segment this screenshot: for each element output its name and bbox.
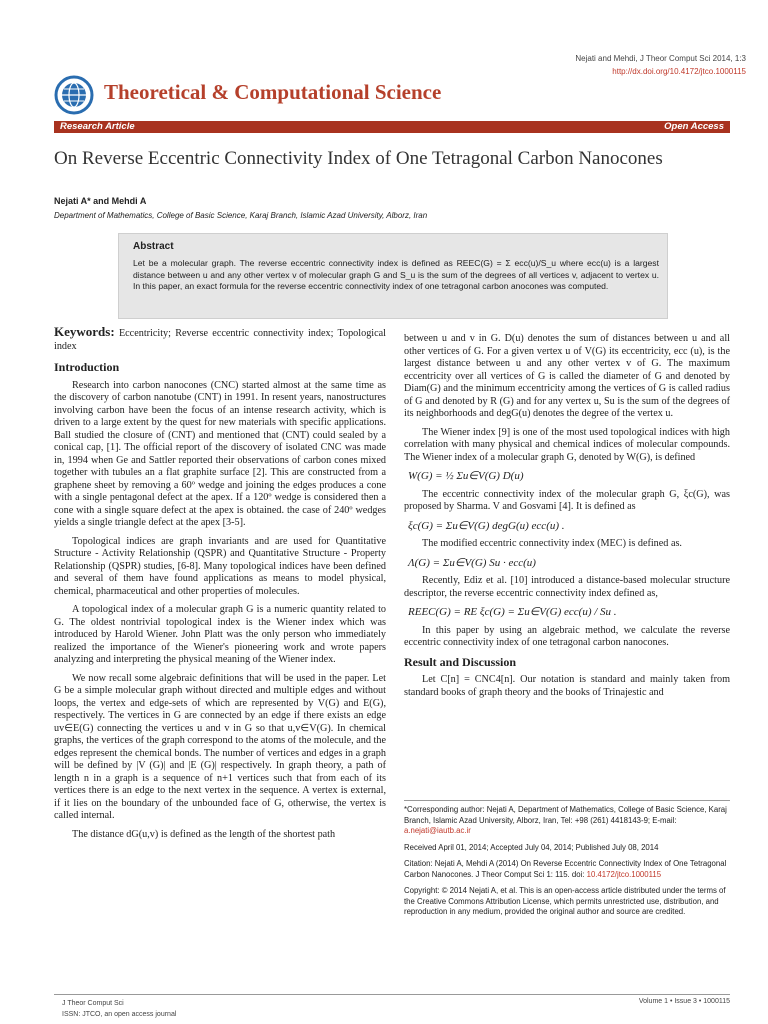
abstract-text: Let be a molecular graph. The reverse eccentric connectivity index is defined as REEC(G) = Σ ecc(u)/S_u where ecc(u) is a largest distance between u and any other vertex v of molecular graph G and S_u is the sum of the degrees of all vertices v, adjacent to vertex u. In this paper, an exact formula for the reverse eccentric connectivity index of one tetragonal carbon anocones was computed.	[133, 258, 659, 291]
body-paragraph: The Wiener index [9] is one of the most used topological indices with high correlation with many physical and chemical indices of molecular compounds. The Wiener index of a molecular graph G, denoted by W(G), is defined	[404, 426, 730, 463]
abstract-box	[118, 233, 668, 319]
globe-logo-icon	[54, 75, 94, 115]
results-heading: Result and Discussion	[404, 654, 517, 669]
intro-paragraph: We now recall some algebraic definitions that will be used in the paper. Let G be a simple molecular graph without directed and multiple edges and without loops, the vertex and edge-sets of which are represented by V(G) and E(G), respectively. The vertices in G are connected by an edge if there exists an edge uv∈E(G) connecting the vertices u and v in G so that u,v∈V(G). In chemical graphs, the vertices of the graph correspond to the atoms of the molecule, and the edges represent the chemical bonds. The number of vertices and edges in a graph will be defined by |V (G)| and |E (G)| respectively. In graph theory, a path of length n in a graph is a sequence of n+1 vertices such that from each of its vertices there is an edge to the next vertex in the sequence. A vertex is external, if it lies on the boundary of the unbounded face of G, otherwise, the vertex is called internal.	[54, 672, 386, 821]
citation-note: Citation: Nejati A, Mehdi A (2014) On Reverse Eccentric Connectivity Index of One Tetragonal Carbon Nanocones. J Theor Comput Sci 1: 115. doi: 10.4172/jtco.1000115	[404, 859, 727, 879]
footer-volume: Volume 1 • Issue 3 • 1000115	[638, 998, 730, 1005]
footer-divider	[54, 994, 730, 995]
article-type-label: Research Article	[60, 121, 135, 132]
paper-authors: Nejati A* and Mehdi A	[54, 196, 147, 206]
corresponding-author: *Corresponding author: Nejati A, Department of Mathematics, College of Basic Science, Karaj Branch, Islamic Azad University, Alborz, Iran, Tel: +98 (261) 4418143-9; E-mail: a.nejati@iautb.ac.ir	[404, 805, 727, 835]
journal-title: Theoretical & Computational Science	[104, 80, 442, 104]
body-paragraph: In this paper by using an algebraic method, we calculate the reverse eccentric connectivity index of one tetragonal carbon nanocones.	[404, 624, 730, 648]
equation-wiener: W(G) = ½ Σu∈V(G) D(u)	[408, 470, 524, 482]
body-paragraph: The eccentric connectivity index of the molecular graph G, ξc(G), was proposed by Sharma. V and Gosvami [4]. It is defined as	[404, 488, 730, 512]
received-dates: Received April 01, 2014; Accepted July 04, 2014; Published July 08, 2014	[404, 842, 659, 852]
equation-reec: REEC(G) = RE ξc(G) = Σu∈V(G) ecc(u) / Su .	[408, 606, 617, 618]
keywords-text: Eccentricity; Reverse eccentric connectivity index; Topological index	[54, 328, 386, 352]
right-column	[404, 333, 730, 705]
citation-header	[575, 52, 746, 78]
copyright-note: Copyright: © 2014 Nejati A, et al. This is an open-access article distributed under the terms of the Creative Commons Attribution License, which permits unrestricted use, distribution, and reproduction in any medium, provided the original author and source are credited.	[404, 886, 726, 916]
footer-issn: ISSN: JTCO, an open access journal	[62, 1011, 177, 1018]
paper-affiliation: Department of Mathematics, College of Basic Science, Karaj Branch, Islamic Azad University, Alborz, Iran	[54, 211, 428, 220]
doi-link[interactable]: http://dx.doi.org/10.4172/jtco.1000115	[612, 67, 746, 76]
correspondence-box	[404, 800, 730, 924]
intro-paragraph: A topological index of a molecular graph G is a numeric quantity related to G. The oldest nontrivial topological index is the Wiener index which was introduced by Harold Wiener. John Platt was the only person who immediately realized the importance of the Wiener's pioneering work and wrote papers analyzing and interpreting the physical meaning of the Wiener index.	[54, 604, 386, 665]
paper-title: On Reverse Eccentric Connectivity Index of One Tetragonal Carbon Nanocones	[54, 148, 663, 169]
body-paragraph: between u and v in G. D(u) denotes the sum of distances between u and all other vertices of G. For a given vertex u of V(G) its eccentricity, ecc (u), is the largest distance between u and any other vertex v of G. The maximum eccentricity over all vertices of G is called the diameter of G and denoted by Diam(G) and the minimum eccentricity among the vertices of G is called radius of G and denoted by R (G) and for any vertex u, Su is the sum of the degrees of its neighborhoods and degG(u) denotes the degree of the vertex u.	[404, 333, 730, 419]
equation-mec: Λ(G) = Σu∈V(G) Su · ecc(u)	[408, 556, 536, 569]
email-link[interactable]: a.nejati@iautb.ac.ir	[404, 826, 471, 835]
open-access-label: Open Access	[664, 121, 724, 132]
footer-left	[62, 998, 176, 1020]
body-paragraph: The modified eccentric connectivity index (MEC) is defined as.	[422, 538, 682, 549]
article-type-bar	[54, 121, 730, 133]
keywords	[54, 326, 386, 353]
keywords-label: Keywords:	[54, 324, 115, 339]
left-column	[54, 326, 386, 847]
abstract-heading: Abstract	[133, 241, 174, 252]
citation-text: Nejati and Mehdi, J Theor Comput Sci 2014, 1:3	[575, 54, 746, 63]
intro-paragraph: The distance dG(u,v) is defined as the length of the shortest path	[72, 828, 336, 840]
citation-doi-link[interactable]: 10.4172/jtco.1000115	[586, 869, 662, 879]
body-paragraph: Recently, Ediz et al. [10] introduced a distance-based molecular structure descriptor, the reverse eccentric connectivity index defined as,	[404, 575, 730, 599]
intro-paragraph: Topological indices are graph invariants and are used for Quantitative Structure - Activity Relationship (QSPR) and Quantitative Structure - Property Relationship (QSPR) studies, [6-8]. Many topological indices have been defined and several of them have found applications as means to model physical, chemical, pharmaceutical and other properties of molecules.	[54, 535, 386, 597]
body-paragraph: Let C[n] = CNC4[n]. Our notation is standard and mainly taken from standard books of graph theory and the books of Trinajestic and	[404, 674, 730, 698]
intro-heading: Introduction	[54, 360, 120, 374]
equation-eccentric: ξc(G) = Σu∈V(G) degG(u) ecc(u) .	[408, 519, 565, 532]
intro-paragraph: Research into carbon nanocones (CNC) started almost at the same time as the discovery of carbon nanotube (CNT) in 1991. In resent years, nanostructures involving carbon have been the focus of an intense research activity, which is driven to a large extent by the quest for new materials with specific applications. Ball studied the closure of (CNT) and mentioned that (CNT) could sealed by a conical cap, [1]. The official report of the discovery of isolated CNC was made in, 1994 when Ge and Sattler reported their observations of carbon cones mixed together with tubules an a flat graphite surface [2]. This are constructed from a graphene sheet by removing a 60º wedge and joining the edges produces a cone with a single pentagonal defect at the apex. If a 120º wedge is considered then a cone with a single square defect at the apex is obtained. the case of 240º wedges yields a single triangle defect at the apex [3-5].	[54, 379, 386, 528]
footer-journal: J Theor Comput Sci	[62, 1000, 124, 1007]
